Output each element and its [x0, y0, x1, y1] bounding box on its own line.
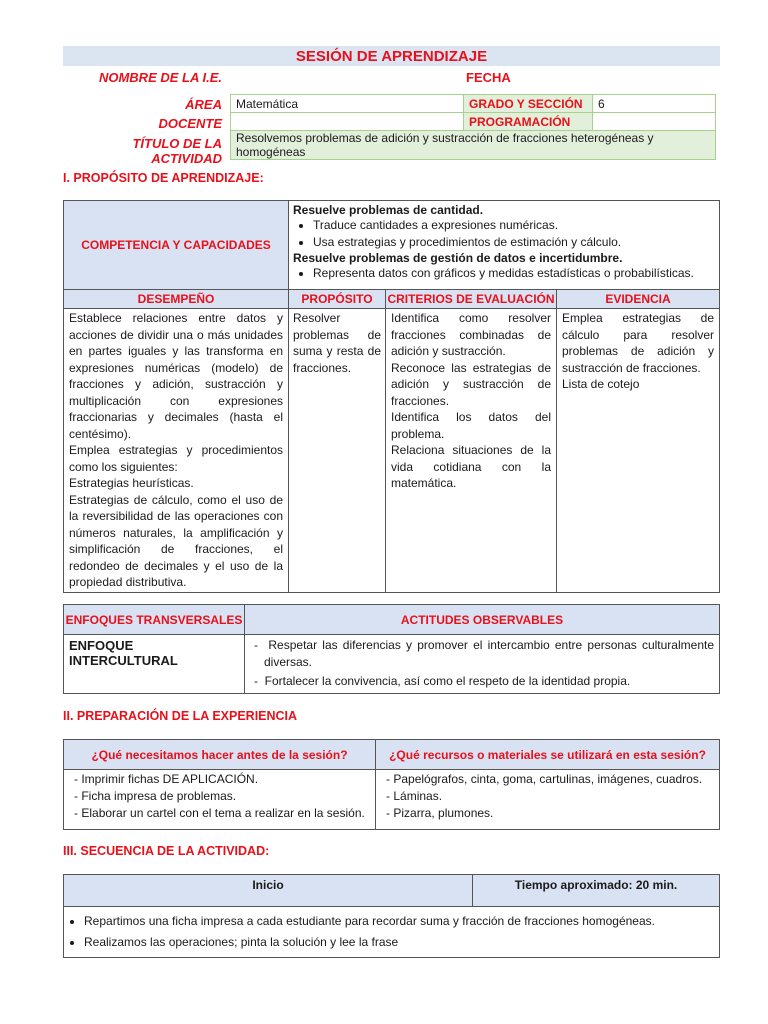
prep-question-right: ¿Qué recursos o materiales se utilizará en esta sesión? — [376, 740, 720, 770]
page-title: SESIÓN DE APRENDIZAJE — [63, 46, 720, 66]
prep-left-item: - Ficha impresa de problemas. — [74, 788, 371, 805]
preparacion-table — [63, 739, 720, 830]
competencia-label: COMPETENCIA Y CAPACIDADES — [64, 201, 289, 290]
criterios-cell — [386, 309, 557, 593]
evidencia-item: Lista de cotejo — [562, 377, 640, 391]
comp2-item: • Representa datos con gráficos y medidas estadísticas o probabilísticas. — [313, 265, 715, 282]
tiempo-label: Tiempo aproximado: 20 min. — [473, 875, 720, 907]
comp1-title: Resuelve problemas de cantidad. — [293, 203, 484, 217]
area-label: ÁREA — [185, 97, 222, 112]
comp1-item: • Traduce cantidades a expresiones numéricas. — [313, 217, 715, 234]
inicio-item: • Repartimos una ficha impresa a cada estudiante para recordar suma y fracción de fracciones homogéneas. — [84, 911, 715, 932]
programacion-value — [593, 113, 716, 131]
secuencia-table — [63, 874, 720, 958]
enfoque-actitudes — [245, 635, 720, 694]
criterio-item: Reconoce las estrategias de adición y sustracción de fracciones. — [391, 360, 551, 408]
section1-title: I. PROPÓSITO DE APRENDIZAJE: — [63, 171, 264, 185]
comp1-list — [293, 217, 715, 251]
criterio-item: Identifica los datos del problema. — [391, 410, 551, 441]
inicio-item: • Realizamos las operaciones; pinta la solución y lee la frase — [84, 932, 715, 953]
comp2-list — [293, 265, 715, 282]
actitud-item: - Respetar las diferencias y promover el intercambio entre personas culturalmente diversas. — [254, 638, 714, 669]
prep-right-list — [380, 771, 715, 822]
comp1-item: • Usa estrategias y procedimientos de estimación y cálculo. — [313, 234, 715, 251]
prep-right-item: - Láminas. — [386, 788, 715, 805]
evidencia-item: Emplea estrategias de cálculo para resolver problemas de adición y sustracción de fracciones. — [562, 311, 714, 375]
section3-title: III. SECUENCIA DE LA ACTIVIDAD: — [63, 844, 270, 858]
proposito-table — [63, 200, 720, 593]
prep-left-cell — [64, 770, 376, 830]
header-proposito: PROPÓSITO — [289, 290, 386, 309]
inicio-list — [68, 911, 715, 953]
docente-value — [231, 113, 464, 131]
header-criterios: CRITERIOS DE EVALUACIÓN — [386, 290, 557, 309]
desempeno-p4: Estrategias de cálculo, como el uso de la reversibilidad de las operaciones con números naturales, la amplificación y simplificación de fracciones, el redondeo de decimales y el uso de la propiedad distributiva. — [69, 492, 283, 589]
enfoques-table — [63, 604, 720, 694]
prep-right-item: - Pizarra, plumones. — [386, 805, 715, 822]
section2-title: II. PREPARACIÓN DE LA EXPERIENCIA — [63, 709, 298, 723]
area-value: Matemática — [231, 95, 464, 113]
enfoque-name: ENFOQUE INTERCULTURAL — [64, 635, 245, 694]
criterio-item: Identifica como resolver fracciones combinadas de adición y sustracción. — [391, 311, 551, 358]
prep-left-list — [68, 771, 371, 822]
programacion-label: PROGRAMACIÓN — [464, 113, 593, 131]
grado-label: GRADO Y SECCIÓN — [464, 95, 593, 113]
titulo-value: Resolvemos problemas de adición y sustracción de fracciones heterogéneas y homogéneas — [231, 131, 716, 160]
prep-left-item: - Imprimir fichas DE APLICACIÓN. — [74, 771, 371, 788]
fecha-label: FECHA — [466, 70, 511, 85]
actitud-item: - Fortalecer la convivencia, así como el respeto de la identidad propia. — [254, 674, 631, 688]
inicio-label: Inicio — [64, 875, 473, 907]
grado-value: 6 — [593, 95, 716, 113]
criterio-item: Relaciona situaciones de la vida cotidiana con la matemática. — [391, 443, 551, 490]
desempeno-cell — [64, 309, 289, 593]
desempeno-p2: Emplea estrategias y procedimientos como los siguientes: — [69, 443, 283, 474]
competencia-content — [289, 201, 720, 290]
prep-question-left: ¿Qué necesitamos hacer antes de la sesión? — [64, 740, 376, 770]
inicio-content — [64, 907, 720, 958]
prep-right-item: - Papelógrafos, cinta, goma, cartulinas, imágenes, cuadros. — [386, 771, 715, 788]
header-evidencia: EVIDENCIA — [557, 290, 720, 309]
prep-right-cell — [376, 770, 720, 830]
desempeno-p1: Establece relaciones entre datos y acciones de dividir una o más unidades en partes iguales y las transforma en expresiones numéricas (modelo) de fracciones y adición, sustracción y multiplicación con expresiones fraccionarias y decimales (hasta el centésimo). — [69, 311, 283, 441]
nombre-ie-label: NOMBRE DE LA I.E. — [98, 70, 222, 85]
enfoques-header-left: ENFOQUES TRANSVERSALES — [64, 605, 245, 635]
prep-left-item: - Elaborar un cartel con el tema a realizar en la sesión. — [74, 805, 371, 822]
evidencia-cell — [557, 309, 720, 593]
header-info-grid — [230, 94, 716, 160]
header-desempeno: DESEMPEÑO — [64, 290, 289, 309]
proposito-cell: Resolver problemas de suma y resta de fracciones. — [289, 309, 386, 593]
enfoques-header-right: ACTITUDES OBSERVABLES — [245, 605, 720, 635]
docente-label: DOCENTE — [158, 116, 222, 131]
desempeno-p3: Estrategias heurísticas. — [69, 476, 194, 490]
titulo-label: TÍTULO DE LA ACTIVIDAD — [132, 136, 222, 166]
comp2-title: Resuelve problemas de gestión de datos e incertidumbre. — [293, 251, 623, 265]
